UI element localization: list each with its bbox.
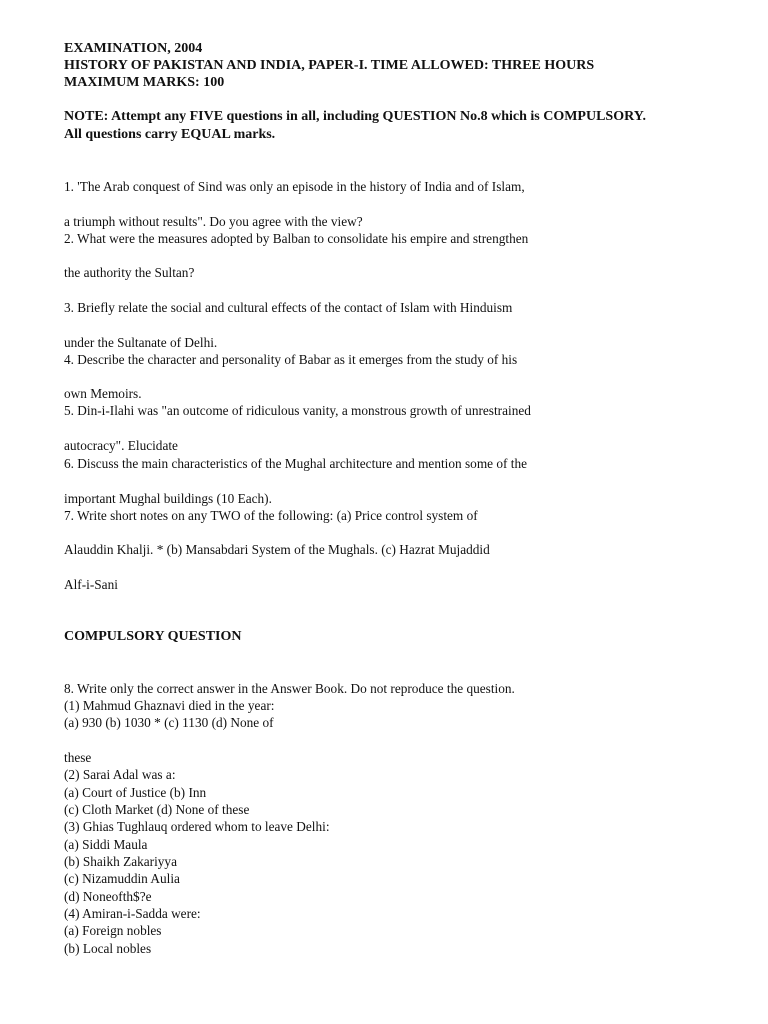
mcq-1-question: (1) Mahmud Ghaznavi died in the year: — [64, 698, 275, 713]
compulsory-heading: COMPULSORY QUESTION — [64, 629, 242, 644]
note-line-2: All questions carry EQUAL marks. — [64, 127, 276, 142]
question-4-line-1: 4. Describe the character and personality of Babar as it emerges from the study of his — [64, 352, 518, 367]
question-3-line-1: 3. Briefly relate the social and cultural effects of the contact of Islam with Hinduism — [64, 300, 513, 315]
mcq-3-option-d: (d) Noneofth$?e — [64, 889, 152, 904]
question-1-line-2: a triumph without results". Do you agree with the view? — [64, 214, 363, 229]
mcq-2-options-cd: (c) Cloth Market (d) None of these — [64, 802, 250, 817]
question-7-line-3: Alf-i-Sani — [64, 577, 118, 592]
question-8-intro: 8. Write only the correct answer in the Answer Book. Do not reproduce the question. — [64, 681, 515, 696]
mcq-1-options-cont: these — [64, 750, 92, 765]
question-5-line-1: 5. Din-i-Ilahi was "an outcome of ridiculous vanity, a monstrous growth of unrestrained — [64, 403, 531, 418]
mcq-2-options-ab: (a) Court of Justice (b) Inn — [64, 785, 207, 800]
mcq-3-question: (3) Ghias Tughlauq ordered whom to leave Delhi: — [64, 819, 330, 834]
mcq-4-option-b: (b) Local nobles — [64, 941, 152, 956]
question-5-line-2: autocracy". Elucidate — [64, 438, 178, 453]
mcq-3-option-b: (b) Shaikh Zakariyya — [64, 854, 177, 869]
question-6-line-2: important Mughal buildings (10 Each). — [64, 491, 272, 506]
question-7-line-1: 7. Write short notes on any TWO of the following: (a) Price control system of — [64, 508, 478, 523]
question-3-line-2: under the Sultanate of Delhi. — [64, 335, 218, 350]
mcq-4-question: (4) Amiran-i-Sadda were: — [64, 906, 201, 921]
mcq-3-option-c: (c) Nizamuddin Aulia — [64, 871, 180, 886]
mcq-3-option-a: (a) Siddi Maula — [64, 837, 148, 852]
mcq-1-options: (a) 930 (b) 1030 * (c) 1130 (d) None of — [64, 715, 274, 730]
paper-subtitle: HISTORY OF PAKISTAN AND INDIA, PAPER-I. TIME ALLOWED: THREE HOURS — [64, 58, 595, 73]
question-7-line-2: Alauddin Khalji. * (b) Mansabdari System of the Mughals. (c) Hazrat Mujaddid — [64, 542, 490, 557]
maximum-marks: MAXIMUM MARKS: 100 — [64, 75, 225, 90]
exam-title: EXAMINATION, 2004 — [64, 41, 203, 56]
note-line-1: NOTE: Attempt any FIVE questions in all, including QUESTION No.8 which is COMPULSORY. — [64, 109, 647, 124]
question-1-line-1: 1. 'The Arab conquest of Sind was only an episode in the history of India and of Islam, — [64, 179, 525, 194]
question-4-line-2: own Memoirs. — [64, 386, 142, 401]
question-2-line-2: the authority the Sultan? — [64, 265, 195, 280]
question-2-line-1: 2. What were the measures adopted by Balban to consolidate his empire and strengthen — [64, 231, 529, 246]
mcq-2-question: (2) Sarai Adal was a: — [64, 767, 176, 782]
question-6-line-1: 6. Discuss the main characteristics of the Mughal architecture and mention some of the — [64, 456, 528, 471]
mcq-4-option-a: (a) Foreign nobles — [64, 923, 162, 938]
